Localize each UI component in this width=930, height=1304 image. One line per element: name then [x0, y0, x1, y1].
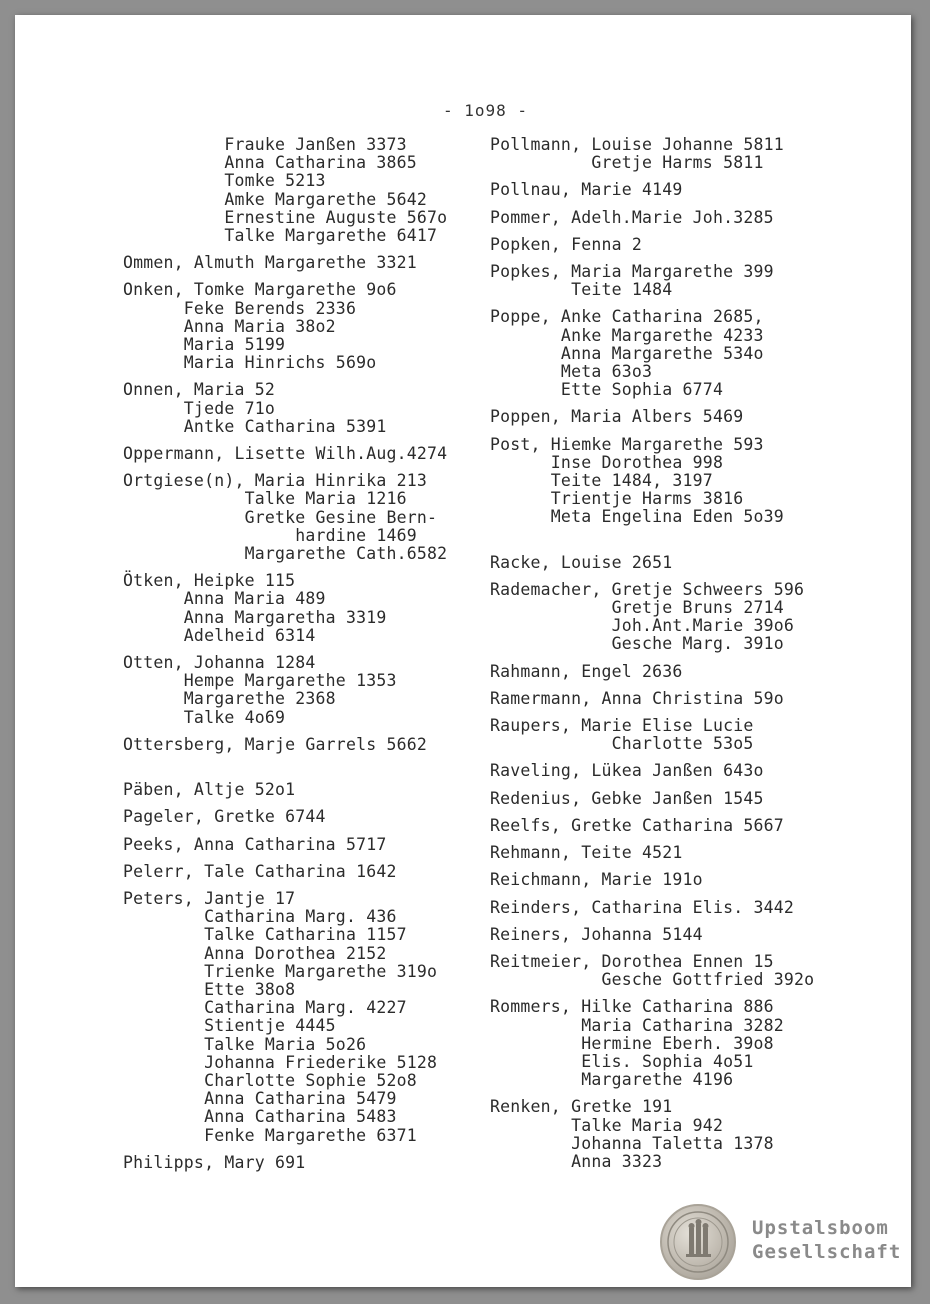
entry-line: Anna Margarethe 534o — [490, 343, 764, 363]
entry-line: Hermine Eberh. 39o8 — [490, 1033, 774, 1053]
entry-line: Meta 63o3 — [490, 362, 653, 382]
entry-line: Pommer, Adelh.Marie Joh.3285 — [490, 207, 774, 227]
entry-line: Anna Catharina 3865 — [123, 153, 417, 173]
entry-line: Tjede 71o — [123, 398, 276, 418]
entry-line: Anke Margarethe 4233 — [490, 325, 764, 345]
register-entry — [123, 445, 483, 463]
entry-line: Trientje Harms 3816 — [490, 489, 744, 509]
entry-line: Margarethe 4196 — [490, 1070, 734, 1090]
entry-line: Reelfs, Gretke Catharina 5667 — [490, 815, 784, 835]
entry-line: Charlotte Sophie 52o8 — [123, 1070, 417, 1090]
entry-line: Johanna Taletta 1378 — [490, 1133, 774, 1153]
entry-line: Raveling, Lükea Janßen 643o — [490, 761, 764, 781]
register-entry — [490, 953, 910, 989]
entry-line: Joh.Ant.Marie 39o6 — [490, 616, 795, 636]
register-entry — [123, 572, 483, 645]
register-entry — [490, 436, 910, 527]
entry-line: Ötken, Heipke 115 — [123, 571, 296, 591]
register-entry — [490, 663, 910, 681]
entry-line: Anna Catharina 5483 — [123, 1107, 397, 1127]
register-entry — [490, 136, 910, 172]
register-entry — [123, 890, 483, 1145]
entry-line: Raupers, Marie Elise Lucie — [490, 716, 754, 736]
entry-line: Maria Hinrichs 569o — [123, 353, 377, 373]
register-entry — [490, 998, 910, 1089]
register-entry — [123, 654, 483, 727]
entry-line: Oppermann, Lisette Wilh.Aug.4274 — [123, 444, 448, 464]
entry-line: Poppe, Anke Catharina 2685, — [490, 307, 764, 327]
entry-line: Reinders, Catharina Elis. 3442 — [490, 897, 795, 917]
register-entry — [123, 1154, 483, 1172]
register-entry — [490, 1098, 910, 1171]
section-gap — [490, 536, 910, 554]
register-entry — [490, 717, 910, 753]
entry-line: Maria Catharina 3282 — [490, 1015, 784, 1035]
page-number: - 1o98 - — [443, 101, 529, 120]
entry-line: Gesche Gottfried 392o — [490, 970, 815, 990]
entry-line: Stientje 4445 — [123, 1016, 336, 1036]
entry-line: Philipps, Mary 691 — [123, 1152, 306, 1172]
entry-line: Rahmann, Engel 2636 — [490, 661, 683, 681]
register-entry — [490, 926, 910, 944]
register-entry — [123, 472, 483, 563]
entry-line: Charlotte 53o5 — [490, 734, 754, 754]
register-entry — [490, 209, 910, 227]
right-column — [490, 136, 910, 1180]
entry-line: Anna Maria 38o2 — [123, 316, 336, 336]
entry-line: Talke Maria 1216 — [123, 489, 407, 509]
upstalsboom-seal-icon — [660, 1204, 736, 1280]
entry-line: Meta Engelina Eden 5o39 — [490, 507, 784, 527]
entry-line: Pageler, Gretke 6744 — [123, 807, 326, 827]
section-gap — [123, 763, 483, 781]
entry-line: Tomke 5213 — [123, 171, 326, 191]
register-entry — [490, 817, 910, 835]
entry-line: Popkes, Maria Margarethe 399 — [490, 262, 774, 282]
register-entry — [490, 308, 910, 399]
left-column — [123, 136, 483, 1181]
entry-line: Gretje Bruns 2714 — [490, 598, 784, 618]
entry-line: Teite 1484, 3197 — [490, 471, 713, 491]
entry-line: hardine 1469 — [123, 525, 417, 545]
entry-line: Popken, Fenna 2 — [490, 234, 643, 254]
entry-line: Talke Catharina 1157 — [123, 925, 407, 945]
register-entry — [123, 381, 483, 436]
register-entry — [490, 690, 910, 708]
entry-line: Catharina Marg. 4227 — [123, 998, 407, 1018]
register-entry — [123, 863, 483, 881]
register-entry — [123, 781, 483, 799]
register-entry — [123, 736, 483, 754]
entry-line: Ottersberg, Marje Garrels 5662 — [123, 734, 428, 754]
entry-line: Antke Catharina 5391 — [123, 416, 387, 436]
entry-line: Gretke Gesine Bern- — [123, 507, 438, 527]
entry-line: Pelerr, Tale Catharina 1642 — [123, 861, 397, 881]
entry-line: Rommers, Hilke Catharina 886 — [490, 997, 774, 1017]
entry-line: Gesche Marg. 391o — [490, 634, 784, 654]
entry-line: Reitmeier, Dorothea Ennen 15 — [490, 951, 774, 971]
entry-line: Ortgiese(n), Maria Hinrika 213 — [123, 471, 428, 491]
entry-line: Reichmann, Marie 191o — [490, 870, 703, 890]
entry-line: Catharina Marg. 436 — [123, 907, 397, 927]
brand-line-2: Gesellschaft — [752, 1241, 902, 1263]
entry-line: Ette Sophia 6774 — [490, 380, 724, 400]
entry-line: Johanna Friederike 5128 — [123, 1052, 438, 1072]
entry-line: Frauke Janßen 3373 — [123, 135, 407, 154]
entry-line: Pollmann, Louise Johanne 5811 — [490, 135, 784, 154]
entry-line: Rademacher, Gretje Schweers 596 — [490, 579, 805, 599]
register-entry — [490, 181, 910, 199]
register-entry — [123, 281, 483, 372]
register-entry — [123, 808, 483, 826]
entry-line: Reiners, Johanna 5144 — [490, 924, 703, 944]
entry-line: Redenius, Gebke Janßen 1545 — [490, 788, 764, 808]
register-entry — [123, 836, 483, 854]
entry-line: Talke Margarethe 6417 — [123, 226, 438, 246]
register-entry — [490, 790, 910, 808]
entry-line: Hempe Margarethe 1353 — [123, 671, 397, 691]
entry-line: Anna Dorothea 2152 — [123, 943, 387, 963]
entry-line: Anna Margaretha 3319 — [123, 607, 387, 627]
entry-line: Rehmann, Teite 4521 — [490, 843, 683, 863]
entry-line: Ette 38o8 — [123, 979, 296, 999]
register-entry — [490, 263, 910, 299]
register-entry — [490, 554, 910, 572]
brand-logo-text — [752, 1216, 901, 1264]
entry-line: Teite 1484 — [490, 280, 673, 300]
entry-line: Fenke Margarethe 6371 — [123, 1125, 417, 1145]
entry-line: Talke 4o69 — [123, 707, 286, 727]
entry-line: Pollnau, Marie 4149 — [490, 180, 683, 200]
entry-line: Ommen, Almuth Margarethe 3321 — [123, 253, 417, 273]
entry-line: Talke Maria 5o26 — [123, 1034, 367, 1054]
entry-line: Päben, Altje 52o1 — [123, 780, 296, 800]
entry-line: Gretje Harms 5811 — [490, 153, 764, 173]
entry-line: Margarethe Cath.6582 — [123, 544, 448, 564]
entry-line: Peters, Jantje 17 — [123, 888, 296, 908]
entry-line: Ernestine Auguste 567o — [123, 207, 448, 227]
register-entry — [123, 136, 483, 245]
entry-line: Anna Catharina 5479 — [123, 1089, 397, 1109]
register-entry — [490, 762, 910, 780]
register-entry — [490, 871, 910, 889]
entry-line: Amke Margarethe 5642 — [123, 189, 428, 209]
entry-line: Feke Berends 2336 — [123, 298, 357, 318]
entry-line: Anna 3323 — [490, 1151, 663, 1171]
register-entry — [490, 581, 910, 654]
register-entry — [490, 844, 910, 862]
register-entry — [490, 899, 910, 917]
entry-line: Renken, Gretke 191 — [490, 1097, 673, 1117]
entry-line: Peeks, Anna Catharina 5717 — [123, 834, 387, 854]
entry-line: Adelheid 6314 — [123, 625, 316, 645]
brand-line-1: Upstalsboom — [752, 1217, 889, 1239]
entry-line: Post, Hiemke Margarethe 593 — [490, 434, 764, 454]
entry-line: Ramermann, Anna Christina 59o — [490, 688, 784, 708]
entry-line: Margarethe 2368 — [123, 689, 336, 709]
document-page — [15, 15, 911, 1287]
register-entry — [123, 254, 483, 272]
register-entry — [490, 408, 910, 426]
entry-line: Otten, Johanna 1284 — [123, 653, 316, 673]
entry-line: Anna Maria 489 — [123, 589, 326, 609]
entry-line: Maria 5199 — [123, 335, 286, 355]
entry-line: Poppen, Maria Albers 5469 — [490, 407, 744, 427]
entry-line: Racke, Louise 2651 — [490, 552, 673, 572]
entry-line: Talke Maria 942 — [490, 1115, 724, 1135]
register-entry — [490, 236, 910, 254]
entry-line: Onken, Tomke Margarethe 9o6 — [123, 280, 397, 300]
entry-line: Trienke Margarethe 319o — [123, 961, 438, 981]
entry-line: Onnen, Maria 52 — [123, 380, 276, 400]
entry-line: Inse Dorothea 998 — [490, 452, 724, 472]
entry-line: Elis. Sophia 4o51 — [490, 1051, 754, 1071]
